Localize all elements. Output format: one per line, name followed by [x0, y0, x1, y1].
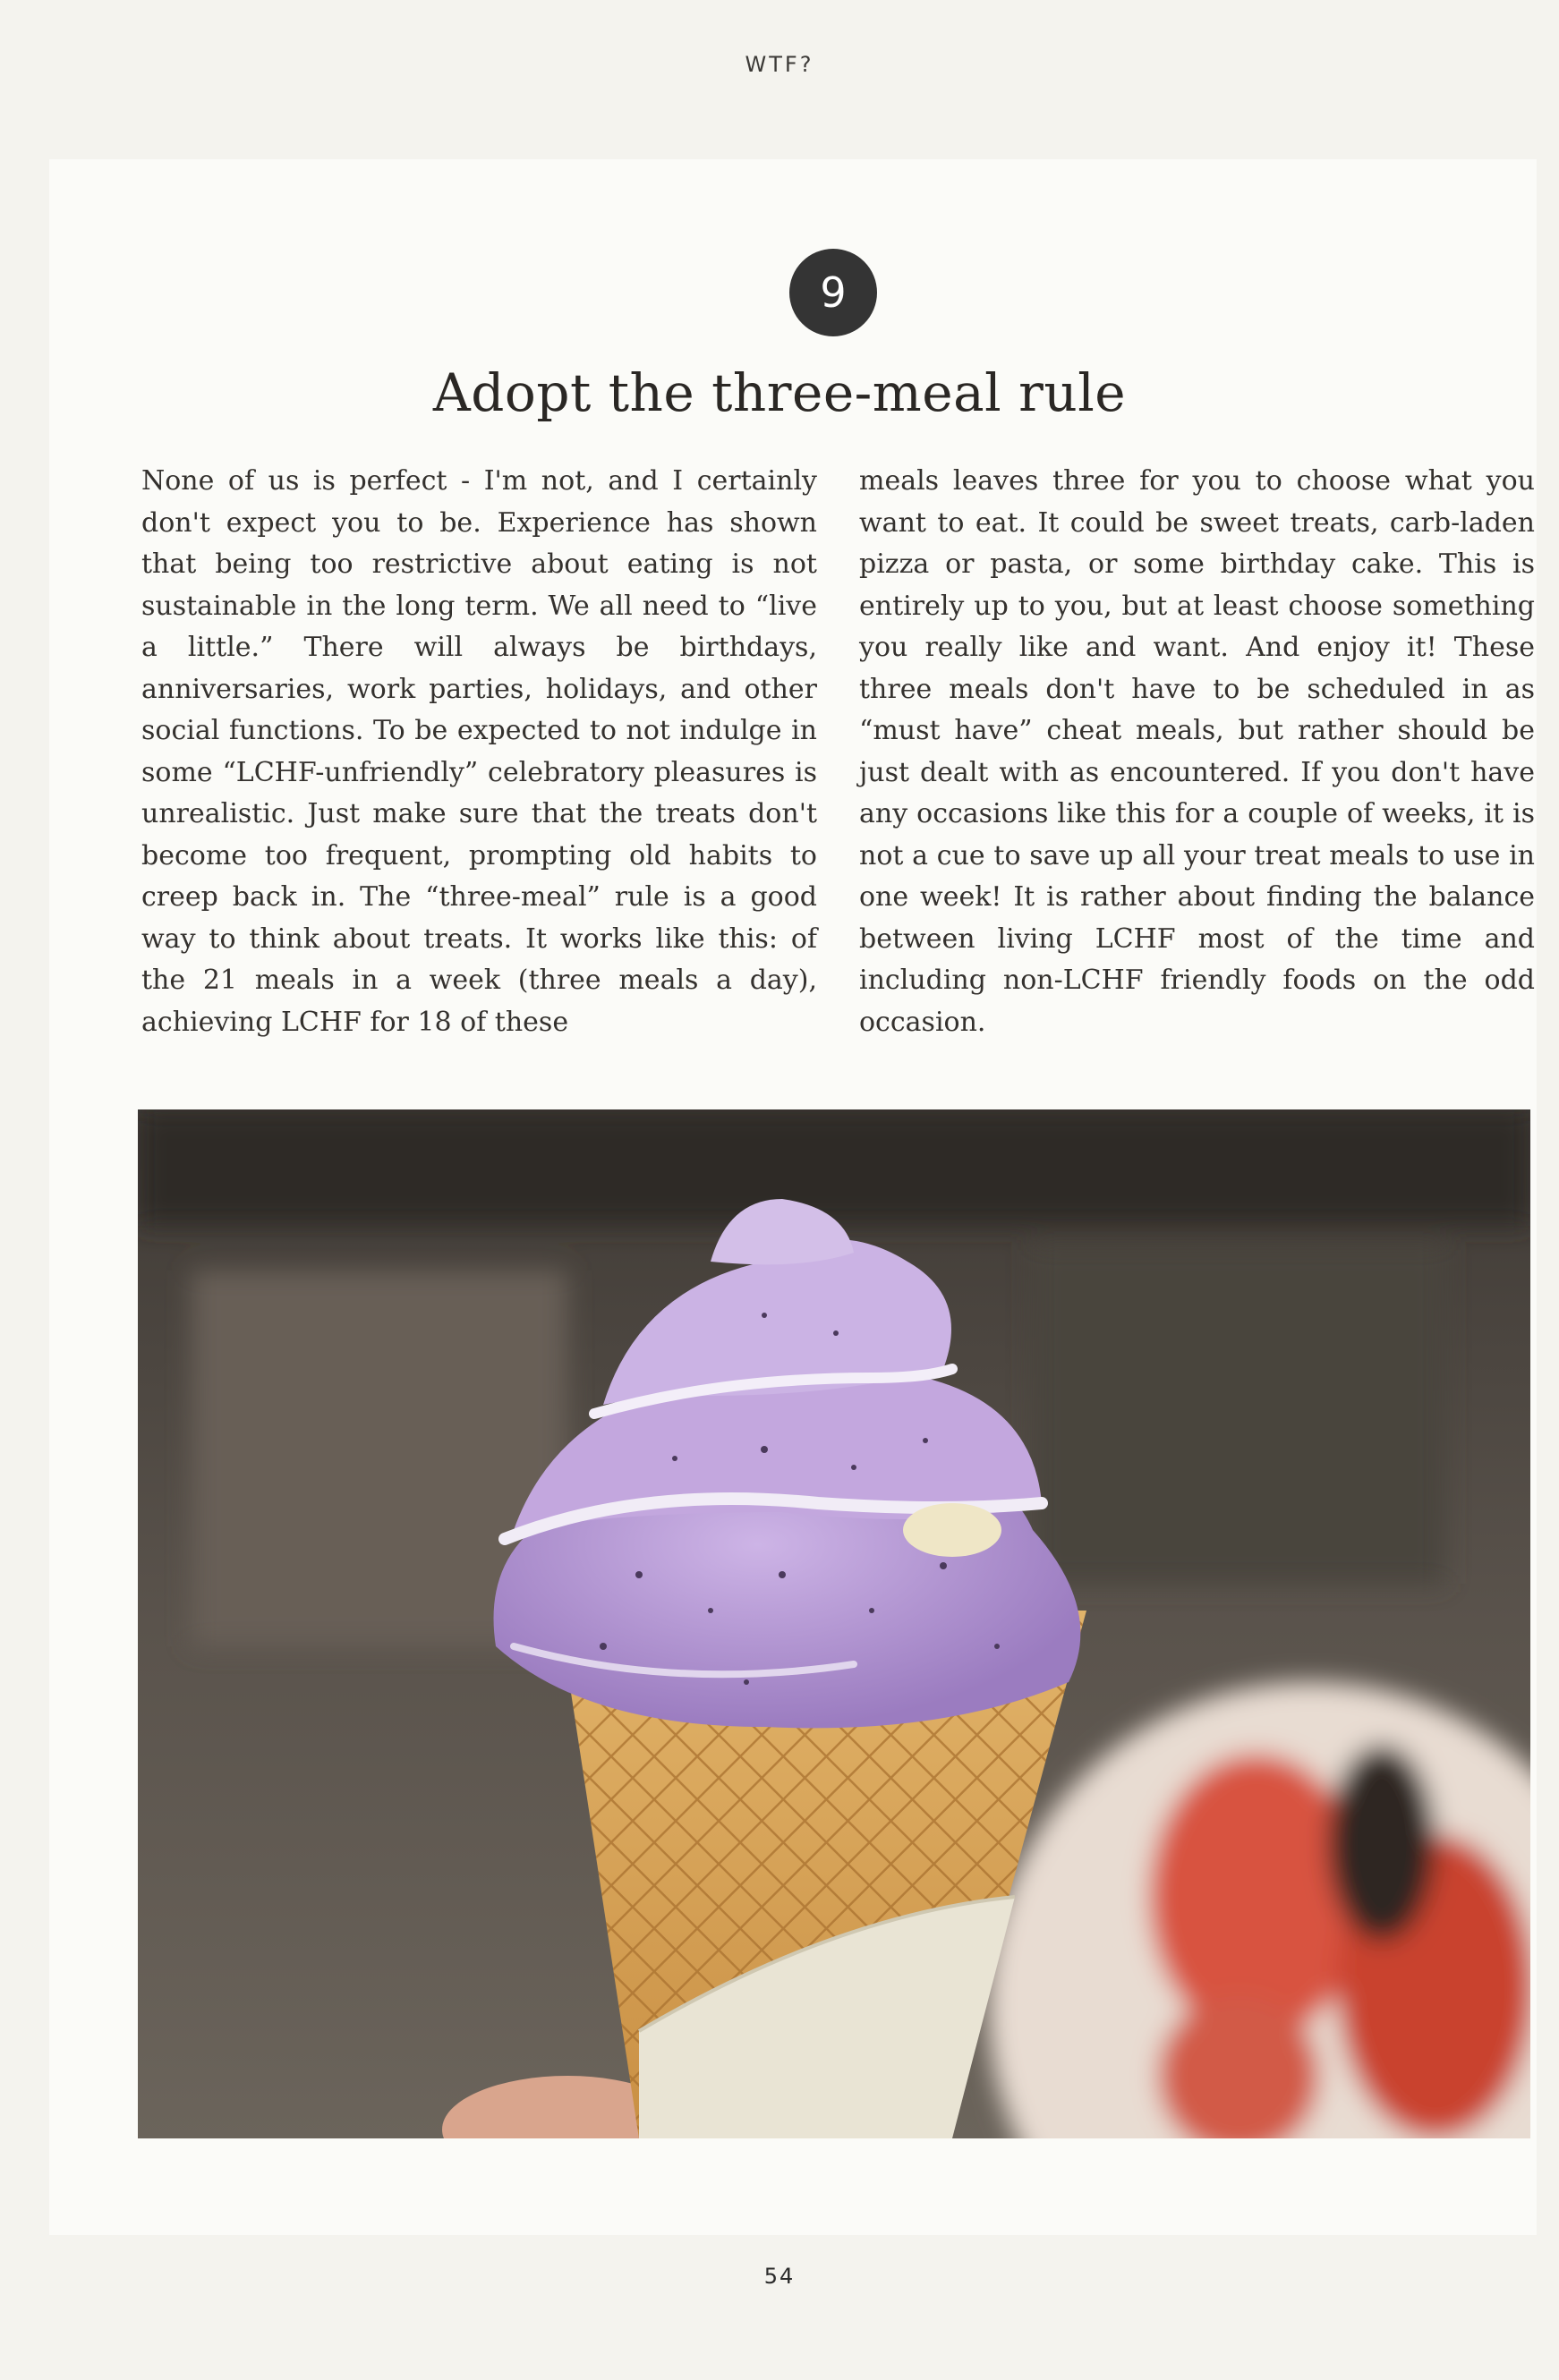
body-text-right-column: meals leaves three for you to choose what you want to eat. It could be sweet treats, carb-laden pizza or pasta, or some birthday cake. This is entirely up to you, but at least choose something you really like and want. And enjoy it! These three meals don't have to be scheduled in as “must have” cheat meals, but rather should be just dealt with as encountered. If you don't have any occasions like this for a couple of weeks, it is not a cue to save up all your treat meals to use in one week! It is rather about finding the balance between living LCHF most of the time and including non-LCHF friendly foods on the odd occasion.	[859, 465, 1535, 1038]
body-text-left-column: None of us is perfect - I'm not, and I certainly don't expect you to be. Experience has shown that being too restrictive about eating is not sustainable in the long term. We all need to “live a little.” There will always be birthdays, anniversaries, work parties, holidays, and other social functions. To be expected to not indulge in some “LCHF-unfriendly” celebratory pleasures is unrealistic. Just make sure that the treats don't become too frequent, prompting old habits to creep back in. The “three-meal” rule is a good way to think about treats. It works like this: of the 21 meals in a week (three meals a day), achieving LCHF for 18 of these	[141, 465, 817, 1038]
ice-cream-photo	[138, 1109, 1530, 2138]
page-number: 54	[763, 2264, 796, 2289]
section-number-badge: 9	[789, 249, 877, 336]
page-title: Adopt the three-meal rule	[432, 362, 1127, 423]
running-head: WTF?	[745, 52, 814, 77]
ice-cream-cone-illustration	[138, 1109, 1530, 2138]
